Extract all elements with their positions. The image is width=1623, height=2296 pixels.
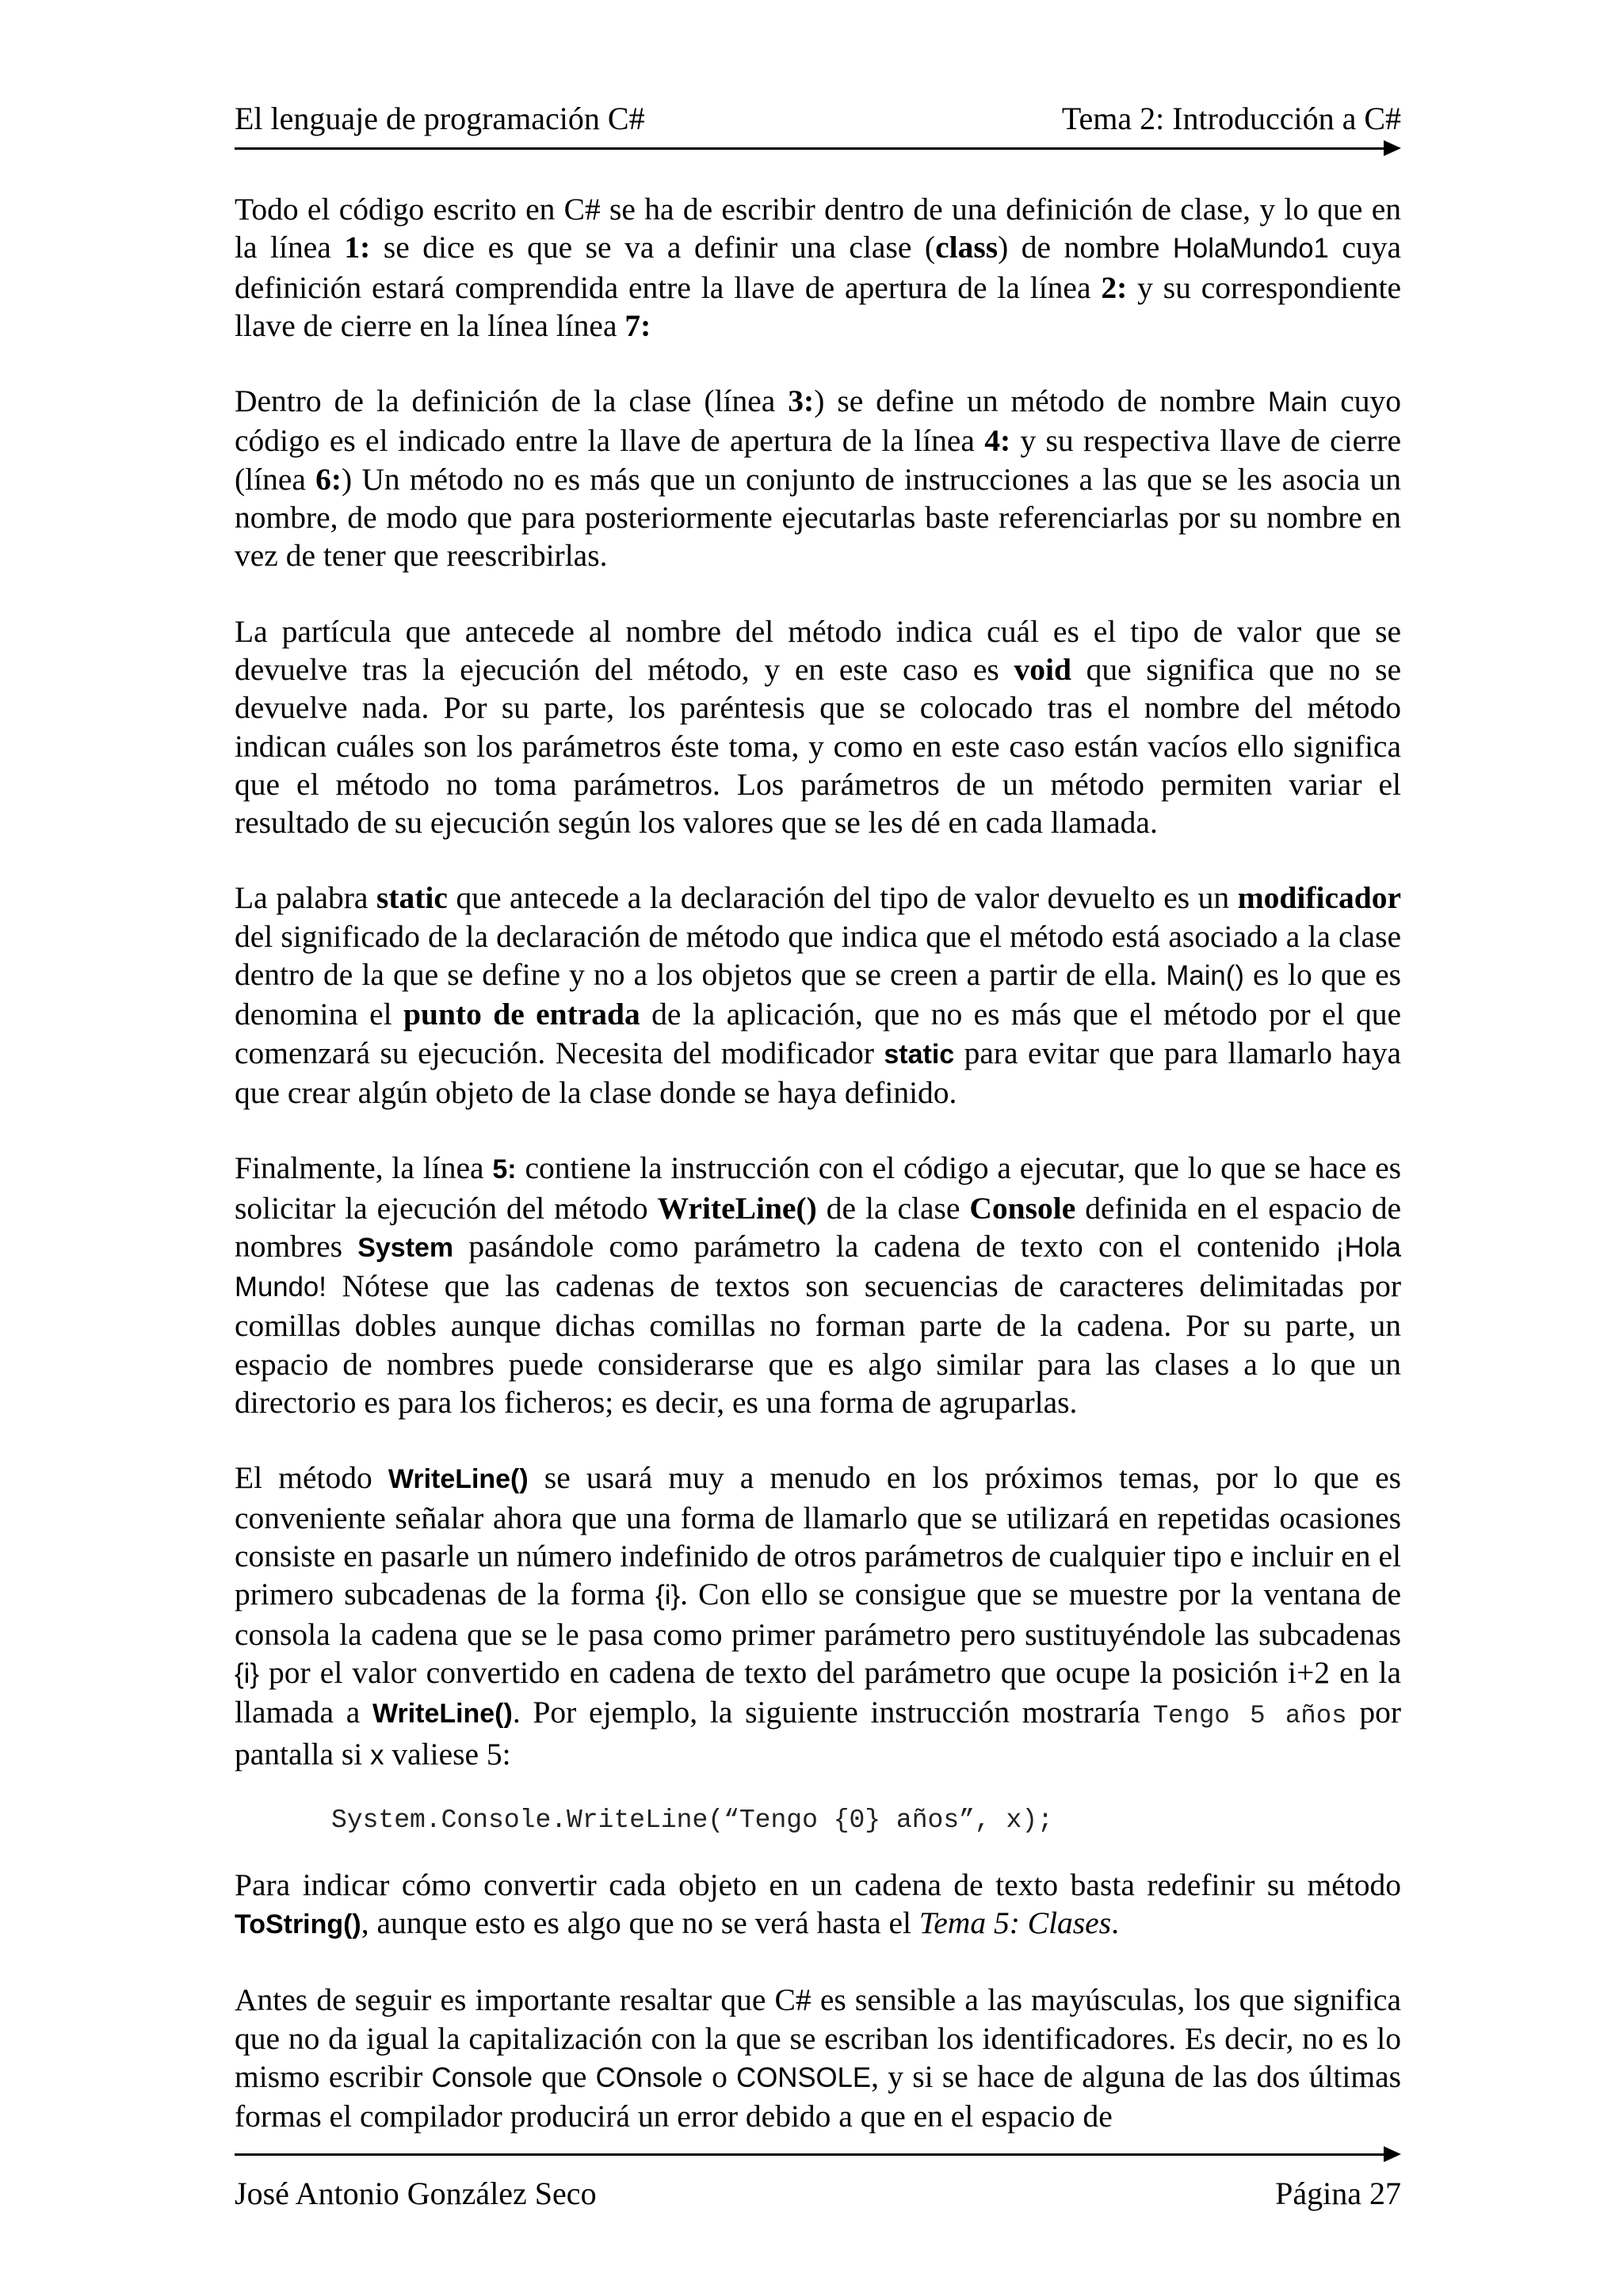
header-chapter-title: Tema 2: Introducción a C# — [1061, 101, 1401, 136]
inline-identifier: {i} — [235, 1658, 259, 1689]
bold-term: Console — [969, 1190, 1076, 1226]
header-book-title: El lenguaje de programación C# — [235, 101, 645, 136]
inline-code-bold: 5: — [492, 1154, 517, 1185]
footer-author: José Antonio González Seco — [235, 2176, 597, 2211]
footer-arrow-rule — [235, 2153, 1385, 2156]
inline-output: Tengo 5 años — [1152, 1701, 1347, 1731]
paragraph-return-type: La partícula que antecede al nombre del método indica cuál es el tipo de valor que se devuelve tras la ejecución del método, y en este caso es void que significa que no se devuelve nada. Por su parte, los paréntesis que se colocado tras el nombre del método indican cuáles son los parámetros éste toma, y como en este caso están vacíos ello significa que el método no toma parámetros. Los parámetros de un método permiten variar el resultado de su ejecución según los valores que se les dé en cada llamada. — [235, 613, 1401, 841]
bold-term: 6: — [315, 461, 342, 497]
bold-term: 3: — [788, 383, 815, 419]
header-arrow-rule — [235, 147, 1385, 150]
bold-term: modificador — [1237, 880, 1401, 916]
inline-code-bold: System — [357, 1232, 454, 1263]
bold-term: 2: — [1101, 269, 1128, 305]
paragraph-writeline-call: Finalmente, la línea 5: contiene la instrucción con el código a ejecutar, que lo que se hace es solicitar la ejecución del método WriteLine() de la clase Console definida en el espacio de nombres System pasándole como parámetro la cadena de texto con el contenido ¡Hola Mundo! Nótese que las cadenas de textos son secuencias de caracteres delimitadas por comillas dobles aunque dichas comillas no forman parte de la cadena. Por su parte, un espacio de nombres puede considerarse que es algo similar para las clases a lo que un directorio es para los ficheros; es decir, es una forma de agruparlas. — [235, 1150, 1402, 1421]
inline-identifier: COnsole — [595, 2062, 703, 2093]
inline-code-bold: static — [884, 1039, 955, 1070]
paragraph-case-sensitivity: Antes de seguir es importante resaltar que C# es sensible a las mayúsculas, los que significa que no da igual la capitalización con la que se escriban los identificadores. Es decir, no es lo mismo escribir Console que COnsole o CONSOLE, y si se hace de alguna de las dos últimas formas el compilador producirá un error debido a que en el espacio de — [235, 1982, 1401, 2134]
inline-code-bold: WriteLine() — [372, 1699, 513, 1730]
arrow-head-icon — [1384, 2146, 1401, 2162]
paragraph-writeline-format: El método WriteLine() se usará muy a menudo en los próximos temas, por lo que es conveniente señalar ahora que una forma de llamarlo que se utilizará en repetidas ocasiones consiste en pasarle un número indefinido de otros parámetros de cualquier tipo e incluir en el primero subcadenas de la forma {i}. Con ello se consigue que se muestre por la ventana de consola la cadena que se le pasa como primer parámetro pero sustituyéndole las subcadenas {i} por el valor convertido en cadena de texto del parámetro que ocupe la posición i+2 en la llamada a WriteLine(). Por ejemplo, la siguiente instrucción mostraría Tengo 5 años por pantalla si x valiese 5: — [235, 1460, 1401, 1772]
paragraph-tostring: Para indicar cómo convertir cada objeto en un cadena de texto basta redefinir su método ToString(), aunque esto es algo que no se verá hasta el Tema 5: Clases. — [235, 1867, 1401, 1940]
bold-term: 7: — [624, 307, 651, 343]
inline-code-bold: ToString() — [235, 1909, 361, 1939]
paragraph-static-modifier: La palabra static que antecede a la declaración del tipo de valor devuelto es un modificador del significado de la declaración de método que indica que el método está asociado a la clase dentro de la que se define y no a los objetos que se creen a partir de ella. Main() es lo que es denomina el punto de entrada de la aplicación, que no es más que el método por el que comenzará su ejecución. Necesita del modificador static para evitar que para llamarlo haya que crear algún objeto de la clase donde se haya definido. — [235, 880, 1401, 1110]
bold-term: 1: — [344, 230, 371, 265]
inline-identifier: x — [370, 1741, 384, 1772]
footer-page-number: Página 27 — [1275, 2176, 1401, 2211]
page-footer — [235, 2178, 1401, 2210]
inline-identifier: CONSOLE — [736, 2062, 872, 2093]
bold-term: void — [1014, 651, 1071, 687]
italic-reference: Tema 5: Clases — [918, 1905, 1112, 1940]
arrow-head-icon — [1384, 140, 1401, 156]
body-text — [235, 190, 1401, 2172]
bold-term: WriteLine() — [657, 1190, 817, 1226]
bold-term: static — [376, 880, 448, 916]
paragraph-class-definition: Todo el código escrito en C# se ha de escribir dentro de una definición de clase, y lo que en la línea 1: se dice es que se va a definir una clase (class) de nombre HolaMundo1 cuya definición estará comprendida entre la llave de apertura de la línea 2: y su correspondiente llave de cierre en la línea línea 7: — [235, 192, 1402, 343]
bold-term: 4: — [984, 423, 1011, 459]
inline-identifier: HolaMundo1 — [1172, 234, 1329, 265]
bold-term: class — [935, 230, 999, 265]
bold-term: punto de entrada — [403, 997, 640, 1032]
inline-identifier: {i} — [655, 1581, 681, 1611]
inline-code-bold: WriteLine() — [388, 1464, 529, 1495]
inline-identifier: ¡Hola Mundo! — [235, 1232, 1401, 1303]
page-header — [235, 103, 1401, 135]
code-example: System.Console.WriteLine(“Tengo {0} años”, x); — [331, 1805, 1053, 1835]
paragraph-main-method: Dentro de la definición de la clase (línea 3:) se define un método de nombre Main cuyo código es el indicado entre la llave de apertura de la línea 4: y su respectiva llave de cierre (línea 6:) Un método no es más que un conjunto de instrucciones a las que se les asocia un nombre, de modo que para posteriormente ejecutarlas baste referenciarlas por su nombre en vez de tener que reescribirlas. — [235, 383, 1401, 574]
inline-identifier: Main() — [1166, 961, 1244, 992]
inline-identifier: Main — [1267, 387, 1328, 418]
inline-identifier: Console — [431, 2062, 533, 2093]
